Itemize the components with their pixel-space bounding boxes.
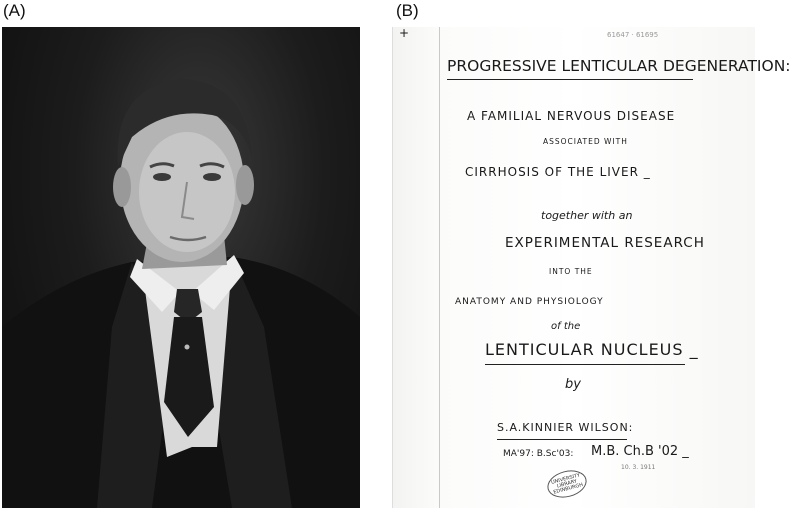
line-familial: A FAMILIAL NERVOUS DISEASE (467, 109, 676, 123)
line-together: together with an (541, 209, 633, 222)
margin-line (439, 27, 440, 508)
line-cirrhosis: CIRRHOSIS OF THE LIVER _ (465, 165, 651, 179)
line-by: by (565, 377, 581, 392)
portrait-illustration (2, 27, 360, 508)
line-lenticular-nucleus: LENTICULAR NUCLEUS _ (485, 340, 699, 359)
corner-mark: + (399, 26, 410, 40)
date-note: 10. 3. 1911 (621, 464, 656, 471)
degrees-small: MA'97: B.Sc'03: (503, 449, 574, 459)
library-stamp: UNIVERSITY LIBRARY EDINBURGH (544, 466, 589, 501)
line-anatomy: ANATOMY AND PHYSIOLOGY (455, 297, 604, 307)
manuscript-title: PROGRESSIVE LENTICULAR DEGENERATION: (447, 57, 791, 75)
title-underline (447, 79, 693, 80)
line-associated: ASSOCIATED WITH (543, 137, 628, 146)
line-of-the: of the (551, 321, 581, 332)
author-underline (497, 439, 627, 440)
line-experimental: EXPERIMENTAL RESEARCH (505, 235, 705, 251)
author-name: S.A.KINNIER WILSON: (497, 421, 634, 434)
nucleus-underline (485, 364, 685, 365)
panel-a-label: (A) (3, 1, 26, 20)
degrees-large: M.B. Ch.B '02 _ (591, 444, 689, 459)
manuscript-page (392, 26, 791, 508)
panel-b-label: (B) (396, 1, 419, 20)
line-into: INTO THE (549, 267, 593, 276)
reference-number: 61647 · 61695 (607, 31, 659, 39)
portrait-photo (2, 27, 360, 508)
